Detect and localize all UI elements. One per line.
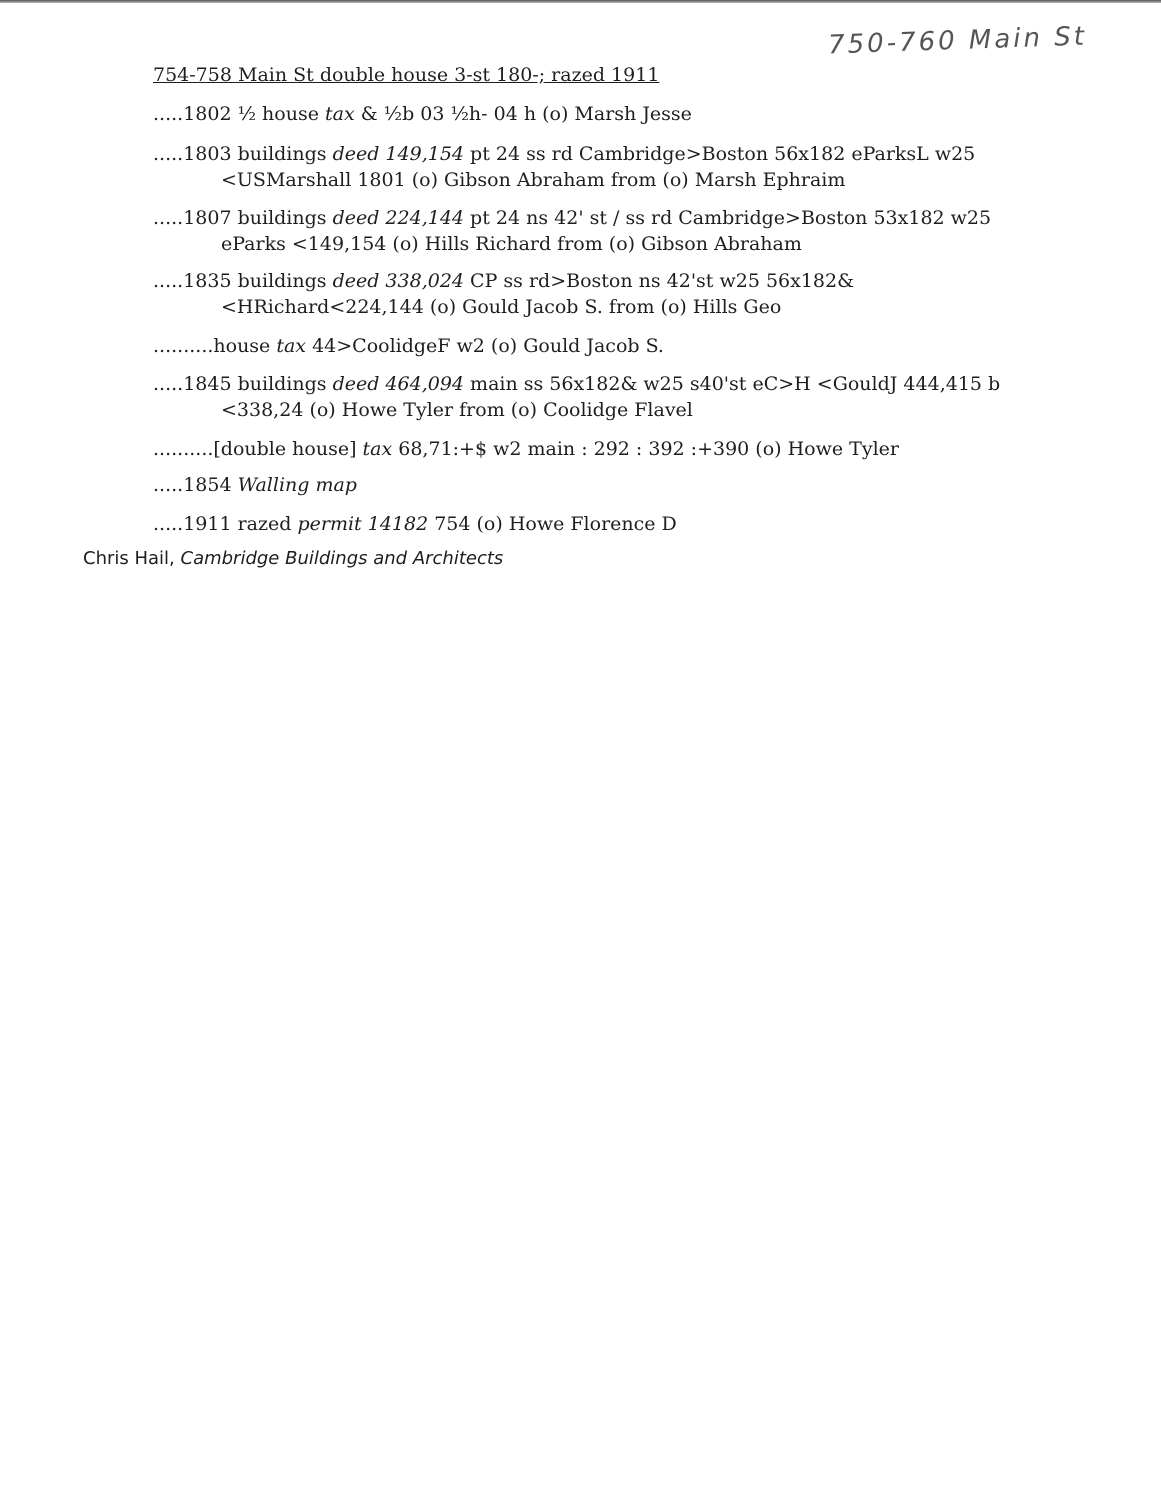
entry-line xyxy=(153,472,1033,498)
entry-source: permit 14182 xyxy=(297,513,429,535)
entry-text: 754 (o) Howe Florence D xyxy=(428,513,677,535)
entry-line xyxy=(153,371,1033,397)
entry-source: deed 149,154 xyxy=(332,143,465,165)
entry-text: pt 24 ns 42' st / ss rd Cambridge>Boston 53x182 w25 xyxy=(464,207,992,229)
entry-1807 xyxy=(153,205,1033,257)
entry-text: ..........house xyxy=(153,335,277,357)
entry-source: tax xyxy=(325,103,355,125)
entry-text: 68,71:+$ w2 main : 292 : 392 :+390 (o) Howe Tyler xyxy=(392,438,899,460)
entry-text: & ½b 03 ½h- 04 h (o) Marsh Jesse xyxy=(354,103,692,125)
entry-continuation: eParks <149,154 (o) Hills Richard from (o) Gibson Abraham xyxy=(221,233,802,255)
entry-1854 xyxy=(153,472,1033,498)
entry-text: main ss 56x182& w25 s40'st eC>H <GouldJ 444,415 b xyxy=(464,373,1001,395)
entry-text: .....1835 buildings xyxy=(153,270,333,292)
entry-line xyxy=(153,268,1033,294)
credit-author: Chris Hail, xyxy=(83,548,181,569)
entry-line xyxy=(153,205,1033,231)
entry-source: deed 224,144 xyxy=(332,207,465,229)
entry-text: .....1807 buildings xyxy=(153,207,333,229)
entry-continuation: <USMarshall 1801 (o) Gibson Abraham from (o) Marsh Ephraim xyxy=(221,169,846,191)
entry-text: .....1911 razed xyxy=(153,513,298,535)
credit-work-title: Cambridge Buildings and Architects xyxy=(180,548,504,569)
credit-line xyxy=(83,548,503,569)
entry-line xyxy=(153,436,1033,462)
entry-1835 xyxy=(153,268,1033,320)
entry-source: tax xyxy=(276,335,307,357)
scan-edge xyxy=(0,0,1161,3)
entry-line xyxy=(153,141,1033,167)
entry-source: deed 338,024 xyxy=(332,270,465,292)
entry-text: .....1803 buildings xyxy=(153,143,333,165)
entry-source: Walling map xyxy=(237,474,357,496)
entry-text: .....1845 buildings xyxy=(153,373,333,395)
handwritten-address-note: 750-760 Main St xyxy=(827,21,1088,61)
entry-1803 xyxy=(153,141,1033,193)
entry-text: ..........[double house] xyxy=(153,438,363,460)
entry-line xyxy=(153,101,1033,127)
entry-line xyxy=(153,511,1033,537)
entry-source: deed 464,094 xyxy=(332,373,465,395)
entry-source: tax xyxy=(362,438,393,460)
entry-text: .....1802 ½ house xyxy=(153,103,325,125)
entry-text: 44>CoolidgeF w2 (o) Gould Jacob S. xyxy=(306,335,664,357)
entry-text: .....1854 xyxy=(153,474,238,496)
entry-continuation: <338,24 (o) Howe Tyler from (o) Coolidge Flavel xyxy=(221,399,693,421)
entry-text: pt 24 ss rd Cambridge>Boston 56x182 eParksL w25 xyxy=(464,143,976,165)
entry-double-house-tax xyxy=(153,436,1033,462)
document-title: 754-758 Main St double house 3-st 180-; razed 1911 xyxy=(153,64,660,86)
entry-text: CP ss rd>Boston ns 42'st w25 56x182& xyxy=(464,270,855,292)
entry-continuation: <HRichard<224,144 (o) Gould Jacob S. from (o) Hills Geo xyxy=(221,296,782,318)
entry-line xyxy=(153,333,1033,359)
entry-1911 xyxy=(153,511,1033,537)
entry-1845 xyxy=(153,371,1033,423)
entry-1802 xyxy=(153,101,1033,127)
entry-house-tax xyxy=(153,333,1033,359)
